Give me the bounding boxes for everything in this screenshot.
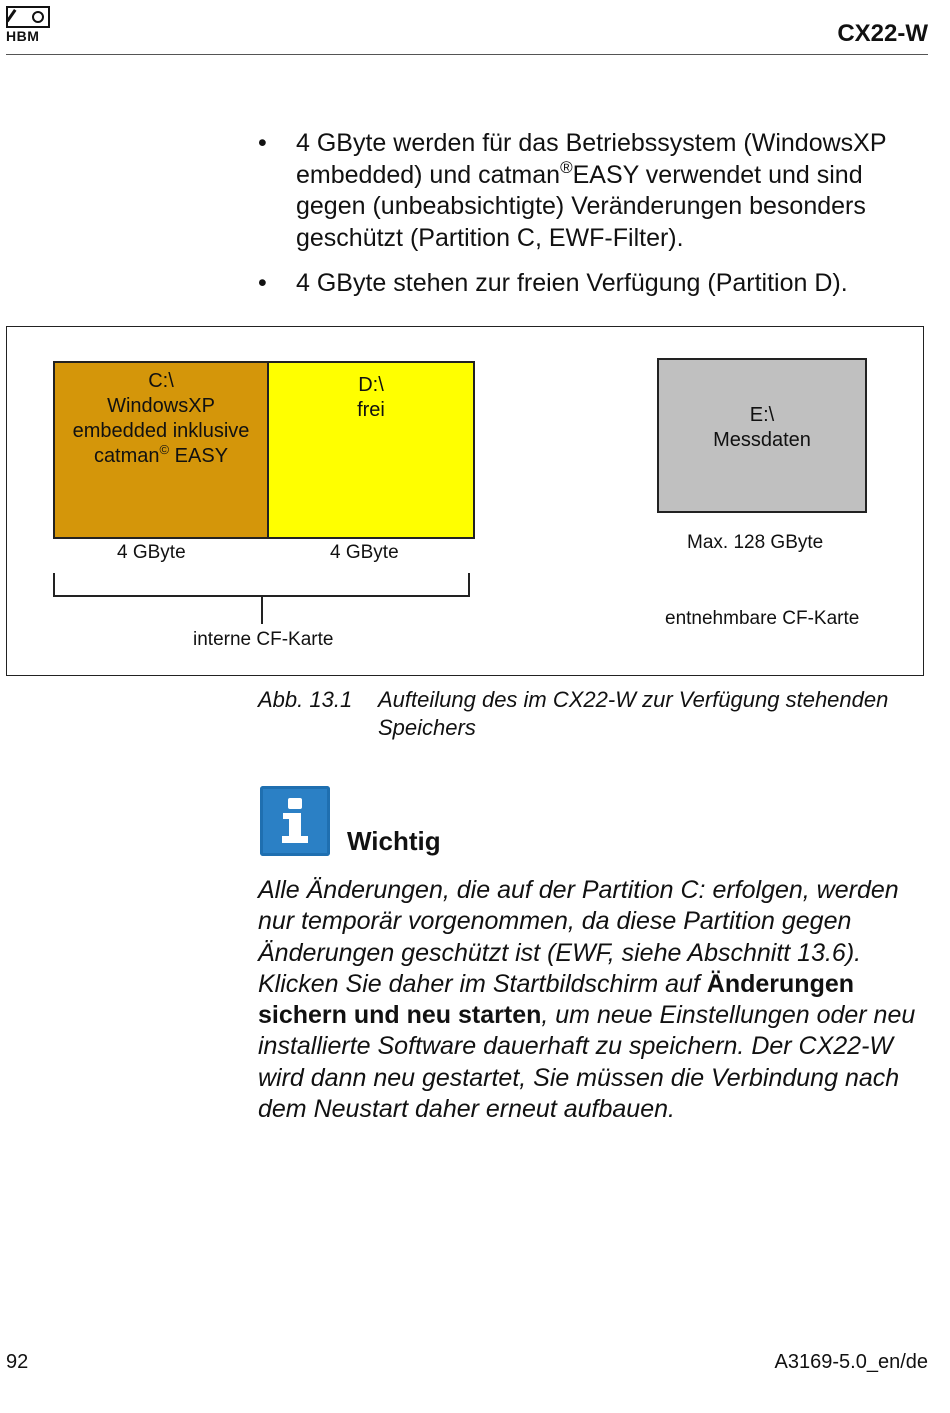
figure-number: Abb. 13.1 <box>258 687 353 712</box>
partition-d-desc: frei <box>357 399 385 421</box>
partition-d-size: 4 GByte <box>330 542 399 563</box>
bullet-symbol: • <box>258 269 267 297</box>
figure-caption <box>258 686 930 742</box>
registered-mark: ® <box>560 157 573 177</box>
bullet-text-line: gegen (unbeabsichtigte) Veränderungen besonders <box>296 192 866 220</box>
partition-c-desc: embedded inklusive <box>72 420 250 442</box>
important-heading: Wichtig <box>347 826 441 856</box>
bullet-item-os <box>258 128 930 254</box>
bullet-symbol: • <box>258 129 267 157</box>
internal-card-bracket <box>53 573 470 597</box>
header-divider <box>6 54 928 55</box>
bullet-text: 4 GByte stehen zur freien Verfügung (Partition D). <box>296 269 848 297</box>
hbm-logo <box>6 6 52 44</box>
bullet-text-line: embedded) und catman <box>296 160 561 189</box>
partition-e-drive: E:\ <box>749 404 775 426</box>
page-number: 92 <box>6 1351 29 1373</box>
partition-c-os: WindowsXP <box>107 395 215 417</box>
memory-partition-figure <box>6 326 924 676</box>
figure-caption-text: Aufteilung des im CX22-W zur Verfügung stehenden Speichers <box>378 687 889 740</box>
removable-card-label: entnehmbare CF-Karte <box>665 608 860 629</box>
info-icon <box>260 786 330 856</box>
important-note-text: Alle Änderungen, die auf der Partition C: erfolgen, werden nur temporär vorgenommen, da diese Partition gegen Änderungen geschützt ist (EWF, siehe Abschnitt 13.6). Klicken Sie daher im Startbildschirm auf Änderungen sichern und neu starten, um neue Einstellungen oder neu installierte Software dauerhaft zu speichern. Der CX22-W wird dann neu gestartet, Sie müssen die Verbindung nach dem Neustart daher erneut aufbauen. <box>258 876 916 1124</box>
partition-e-size: Max. 128 GByte <box>687 532 824 553</box>
partition-c-size: 4 GByte <box>117 542 186 563</box>
partition-d-drive: D:\ <box>358 374 384 396</box>
hbm-logo-mark <box>6 6 50 28</box>
partition-c-drive: C:\ <box>148 370 174 392</box>
bullet-text-line: 4 GByte werden für das Betriebssystem (WindowsXP <box>296 129 887 157</box>
internal-card-label: interne CF-Karte <box>193 629 334 650</box>
partition-c-software: catman© EASY <box>93 442 229 467</box>
partition-e-block <box>657 358 867 513</box>
important-note-bold: Änderungen sichern und neu starten <box>258 969 855 1030</box>
bullet-list <box>258 128 930 314</box>
internal-card-bracket-stem <box>261 596 263 624</box>
document-title: CX22-W <box>837 20 928 47</box>
partition-c-block <box>53 361 269 539</box>
partition-e-desc: Messdaten <box>713 429 811 451</box>
document-code: A3169-5.0_en/de <box>774 1351 928 1373</box>
hbm-logo-text: HBM <box>6 28 40 44</box>
bullet-text-line: EASY verwendet und sind <box>572 160 863 189</box>
bullet-text-line: geschützt (Partition C, EWF-Filter). <box>296 223 684 252</box>
copyright-mark: © <box>159 442 170 457</box>
bullet-item-free <box>258 268 930 300</box>
important-note <box>258 875 926 1125</box>
partition-d-block <box>267 361 475 539</box>
